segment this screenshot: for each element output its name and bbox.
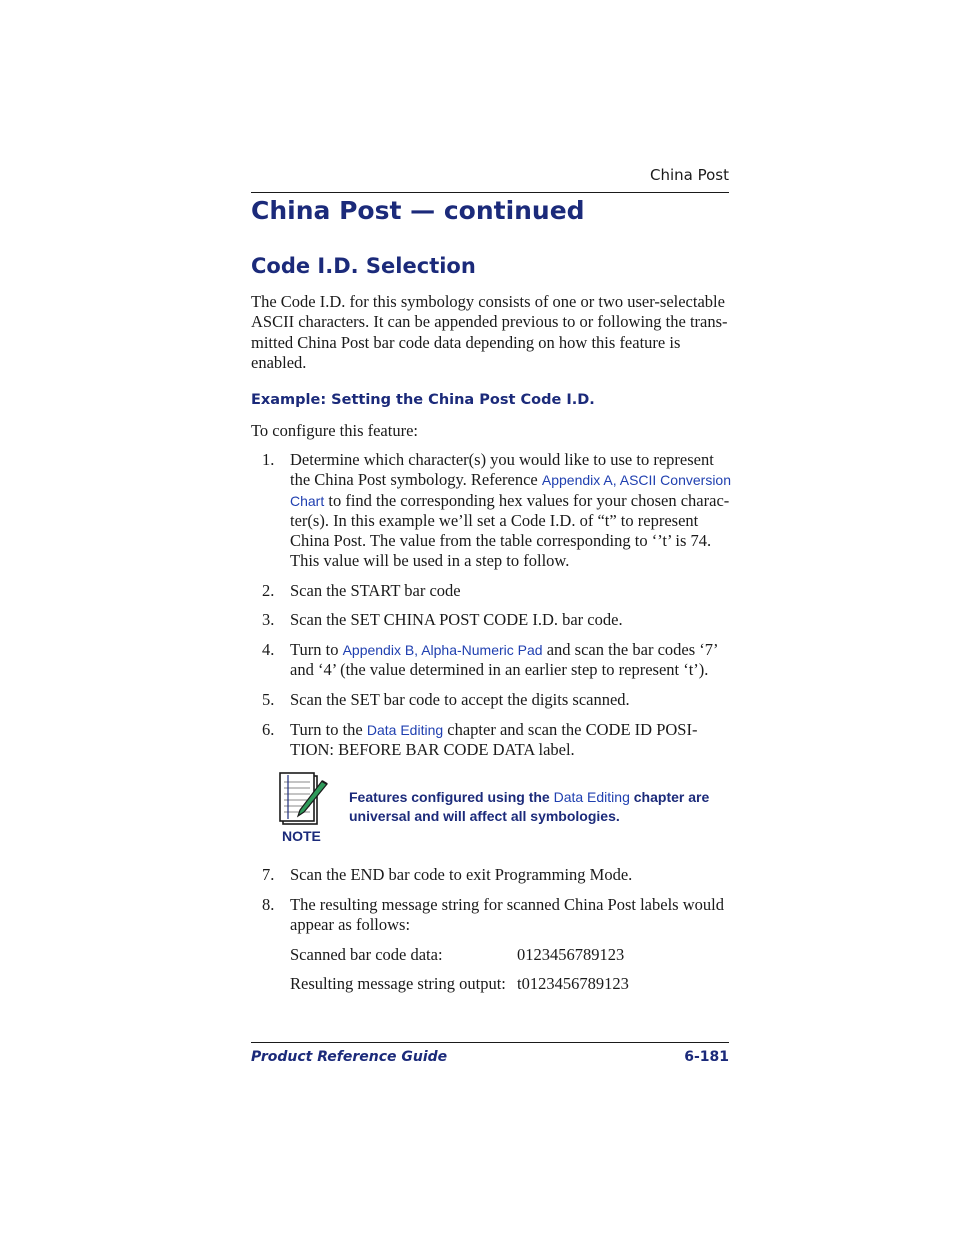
appendix-b-link[interactable]: Appendix B, Alpha-Numeric Pad bbox=[342, 642, 543, 658]
step-number: 6. bbox=[262, 720, 275, 739]
list-item bbox=[262, 581, 732, 601]
running-head: China Post bbox=[650, 166, 729, 184]
step-text: Scan the END bar code to exit Programming Mode. bbox=[290, 865, 633, 884]
step-text: Scan the START bar code bbox=[290, 581, 461, 600]
section-title: Code I.D. Selection bbox=[251, 254, 476, 278]
step-number: 5. bbox=[262, 690, 275, 709]
result-label: Resulting message string output: bbox=[290, 974, 506, 993]
step-number: 3. bbox=[262, 610, 275, 629]
list-item bbox=[262, 895, 732, 936]
note-label: NOTE bbox=[282, 828, 321, 844]
step-number: 2. bbox=[262, 581, 275, 600]
step-line: Turn to the Data Editing chapter and scan the CODE ID POSI- bbox=[290, 720, 698, 739]
step-line: appear as follows: bbox=[290, 915, 411, 935]
list-item bbox=[262, 610, 732, 630]
step-number: 1. bbox=[262, 450, 275, 469]
appendix-a-link[interactable]: Appendix A, ASCII Conversion bbox=[541, 472, 731, 489]
header-rule bbox=[251, 192, 729, 193]
step-line: ter(s). In this example we’ll set a Code I.D. of “t” to represent bbox=[290, 510, 699, 530]
list-item bbox=[262, 865, 732, 885]
step-line: Determine which character(s) you would like to use to represent bbox=[290, 450, 714, 469]
intro-text: To configure this feature: bbox=[251, 421, 418, 440]
result-label: Scanned bar code data: bbox=[290, 945, 443, 964]
paragraph-line: ASCII characters. It can be appended previous to or following the trans- bbox=[251, 312, 728, 332]
result-row bbox=[290, 945, 625, 965]
body-paragraph bbox=[251, 292, 731, 373]
note-pad-icon bbox=[278, 770, 330, 828]
note-line: Features configured using the Data Editing chapter are bbox=[349, 789, 710, 805]
step-line: The resulting message string for scanned China Post labels would bbox=[290, 895, 724, 914]
note-line: universal and will affect all symbologies. bbox=[349, 808, 620, 824]
list-item bbox=[262, 640, 732, 681]
example-heading: Example: Setting the China Post Code I.D. bbox=[251, 392, 595, 408]
footer-rule bbox=[251, 1042, 729, 1043]
paragraph-line: enabled. bbox=[251, 352, 307, 372]
list-item bbox=[262, 690, 732, 710]
footer-guide-title: Product Reference Guide bbox=[251, 1049, 448, 1065]
page-number: 6-181 bbox=[684, 1049, 729, 1065]
step-number: 8. bbox=[262, 895, 275, 914]
step-line: Turn to Appendix B, Alpha-Numeric Pad and scan the bar codes ‘7’ bbox=[290, 640, 719, 659]
step-line: China Post. The value from the table corresponding to ‘’t’ is 74. bbox=[290, 531, 712, 551]
result-value: t0123456789123 bbox=[517, 974, 629, 993]
list-item bbox=[262, 720, 732, 761]
note-text bbox=[349, 788, 729, 826]
step-text: Scan the SET CHINA POST CODE I.D. bar code. bbox=[290, 610, 623, 629]
note-data-editing-link[interactable]: Data Editing bbox=[553, 789, 630, 805]
step-text: Scan the SET bar code to accept the digits scanned. bbox=[290, 690, 630, 709]
page-title: China Post — continued bbox=[251, 196, 585, 225]
result-row bbox=[290, 974, 629, 994]
step-line: TION: BEFORE BAR CODE DATA label. bbox=[290, 740, 575, 760]
step-line: This value will be used in a step to follow. bbox=[290, 551, 570, 571]
step-line: and ‘4’ (the value determined in an earlier step to represent ‘t’). bbox=[290, 660, 709, 680]
result-value: 0123456789123 bbox=[517, 945, 625, 964]
list-item bbox=[262, 450, 732, 572]
data-editing-link[interactable]: Data Editing bbox=[366, 722, 444, 738]
appendix-a-link-cont[interactable]: Chart bbox=[290, 492, 325, 509]
step-number: 7. bbox=[262, 865, 275, 884]
step-line: Chart to find the corresponding hex values for your chosen charac- bbox=[290, 490, 730, 510]
step-number: 4. bbox=[262, 640, 275, 659]
step-line: the China Post symbology. Reference Appendix A, ASCII Conversion bbox=[290, 470, 731, 490]
paragraph-line: The Code I.D. for this symbology consists of one or two user-selectable bbox=[251, 292, 725, 311]
paragraph-line: mitted China Post bar code data depending on how this feature is bbox=[251, 332, 681, 352]
